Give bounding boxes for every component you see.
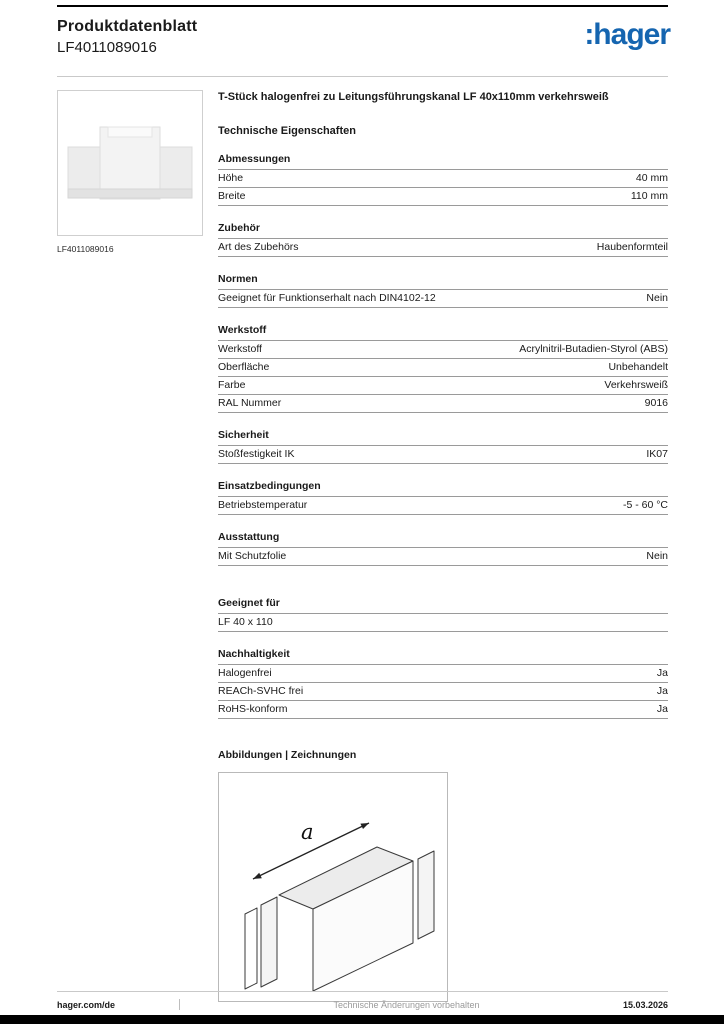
header-divider (57, 76, 668, 77)
product-photo-graphic (58, 91, 202, 235)
bottom-bar (0, 1015, 724, 1024)
spec-label: Betriebstemperatur (218, 499, 308, 511)
section-geeignet-fuer (218, 597, 668, 632)
spec-value: Ja (656, 685, 668, 697)
section-zubehoer (218, 222, 668, 257)
spec-value: 9016 (644, 397, 668, 409)
left-column (57, 90, 203, 254)
doc-title: Produktdatenblatt (57, 18, 198, 35)
spec-row (218, 395, 668, 413)
spec-value: Ja (656, 703, 668, 715)
section-heading: Normen (218, 273, 668, 290)
spec-row (218, 665, 668, 683)
product-image (57, 90, 203, 236)
spec-row (218, 548, 668, 566)
doc-number: LF4011089016 (57, 39, 157, 56)
hager-logo: :hager (584, 18, 670, 51)
product-image-caption: LF4011089016 (57, 244, 114, 254)
section-heading: Sicherheit (218, 429, 668, 446)
spec-row (218, 170, 668, 188)
spec-label: LF 40 x 110 (218, 616, 273, 628)
spec-value: IK07 (646, 448, 668, 460)
section-nachhaltigkeit (218, 648, 668, 719)
spec-label: Geeignet für Funktionserhalt nach DIN4102-12 (218, 292, 436, 304)
section-heading: Geeignet für (218, 597, 668, 614)
spec-value: 110 mm (630, 190, 668, 202)
spec-row (218, 701, 668, 719)
spec-label: RAL Nummer (218, 397, 282, 409)
spec-row (218, 683, 668, 701)
section-einsatzbedingungen (218, 480, 668, 515)
spec-label: REACh-SVHC frei (218, 685, 304, 697)
spec-row (218, 446, 668, 464)
dimension-label: a (301, 820, 314, 844)
spec-label: Stoßfestigkeit IK (218, 448, 295, 460)
section-werkstoff (218, 324, 668, 413)
top-rule (57, 5, 668, 7)
main-content (218, 90, 668, 1002)
spec-label: Farbe (218, 379, 246, 391)
section-heading: Zubehör (218, 222, 668, 239)
spec-value: Unbehandelt (608, 361, 668, 373)
section-heading: Ausstattung (218, 531, 668, 548)
document-header (57, 18, 197, 56)
tech-properties-heading: Technische Eigenschaften (218, 125, 356, 137)
spec-row (218, 188, 668, 206)
spec-row (218, 290, 668, 308)
section-ausstattung (218, 531, 668, 566)
spec-row (218, 341, 668, 359)
spec-label: Halogenfrei (218, 667, 272, 679)
section-heading: Einsatzbedingungen (218, 480, 668, 497)
spec-value: Acrylnitril-Butadien-Styrol (ABS) (519, 343, 668, 355)
drawings-heading: Abbildungen | Zeichnungen (218, 749, 357, 761)
section-normen (218, 273, 668, 308)
section-sicherheit (218, 429, 668, 464)
spec-row (218, 614, 668, 632)
section-abmessungen (218, 153, 668, 206)
spec-label: RoHS-konform (218, 703, 288, 715)
spec-label: Oberfläche (218, 361, 270, 373)
spec-value: Ja (656, 667, 668, 679)
spec-value: 40 mm (635, 172, 668, 184)
product-title: T-Stück halogenfrei zu Leitungsführungskanal LF 40x110mm verkehrsweiß (218, 91, 609, 103)
spec-label: Höhe (218, 172, 244, 184)
spec-row (218, 359, 668, 377)
spec-row (218, 497, 668, 515)
section-heading: Abmessungen (218, 153, 668, 170)
spec-row (218, 377, 668, 395)
footer-notice: Technische Änderungen vorbehalten (333, 999, 480, 1010)
spec-label: Mit Schutzfolie (218, 550, 287, 562)
spec-label: Werkstoff (218, 343, 262, 355)
spec-label: Art des Zubehörs (218, 241, 299, 253)
t-piece-drawing (219, 773, 447, 1001)
spec-label: Breite (218, 190, 246, 202)
footer (57, 991, 668, 1010)
spec-value: -5 - 60 °C (622, 499, 668, 511)
spec-value: Nein (646, 550, 668, 562)
footer-divider (179, 999, 180, 1010)
footer-date: 15.03.2026 (622, 999, 668, 1010)
section-heading: Nachhaltigkeit (218, 648, 668, 665)
spec-value: Verkehrsweiß (604, 379, 668, 391)
section-heading: Werkstoff (218, 324, 668, 341)
spec-value: Haubenformteil (596, 241, 668, 253)
spec-row (218, 239, 668, 257)
footer-site: hager.com/de (57, 999, 116, 1010)
technical-drawing (218, 772, 448, 1002)
spec-value: Nein (646, 292, 668, 304)
